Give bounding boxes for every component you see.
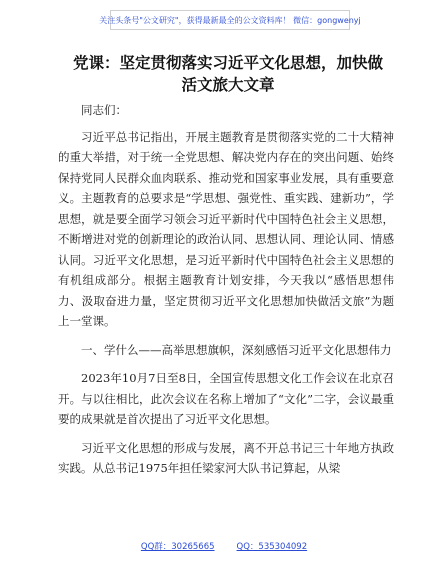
paragraph-2: 2023年10月7日至8日，全国宣传思想文化工作会议在北京召开。与以往相比，此次会议在名称上增加了“文化”二字，会议最重要的成果就是首次提出了习近平文化思想。	[58, 371, 394, 426]
header-notice: 关注头条号"公文研究"，获得最新最全的公文资料库！ 微信：gongwenyj	[110, 10, 350, 30]
document-title: 党课：坚定贯彻落实习近平文化思想，加快做活文旅大文章	[72, 53, 383, 94]
qq-link[interactable]: QQ：535304092	[236, 542, 308, 552]
greeting: 同志们：	[81, 103, 127, 117]
document-body	[58, 100, 394, 479]
section-heading-1: 一、学什么——高举思想旗帜，深刻感悟习近平文化思想伟力	[81, 342, 392, 357]
paragraph-3: 习近平文化思想的形成与发展，离不开总书记三十年地方执政实践。从总书记1975年担任梁家河大队书记算起，从梁	[58, 440, 394, 475]
paragraph-1: 习近平总书记指出，开展主题教育是贯彻落实党的二十大精神的重大举措，对于统一全党思想、解决党内存在的突出问题、始终保持党同人民群众血肉联系、推动党和国家事业发展，具有重要意义。主题教育的总要求是“学思想、强党性、重实践、建新功”，学思想，就是要全面学习领会习近平新时代中国特色社会主义思想，不断增进对党的创新理论的政治认同、思想认同、理论认同、情感认同。习近平文化思想，是习近平新时代中国特色社会主义思想的有机组成部分。根据主题教育计划安排，今天我以“感悟思想伟力、汲取奋进力量，坚定贯彻习近平文化思想加快做活文旅”为题上一堂课。	[58, 129, 394, 328]
footer-contacts	[0, 540, 448, 556]
qq-group-link[interactable]: QQ群：30265665	[140, 542, 215, 552]
